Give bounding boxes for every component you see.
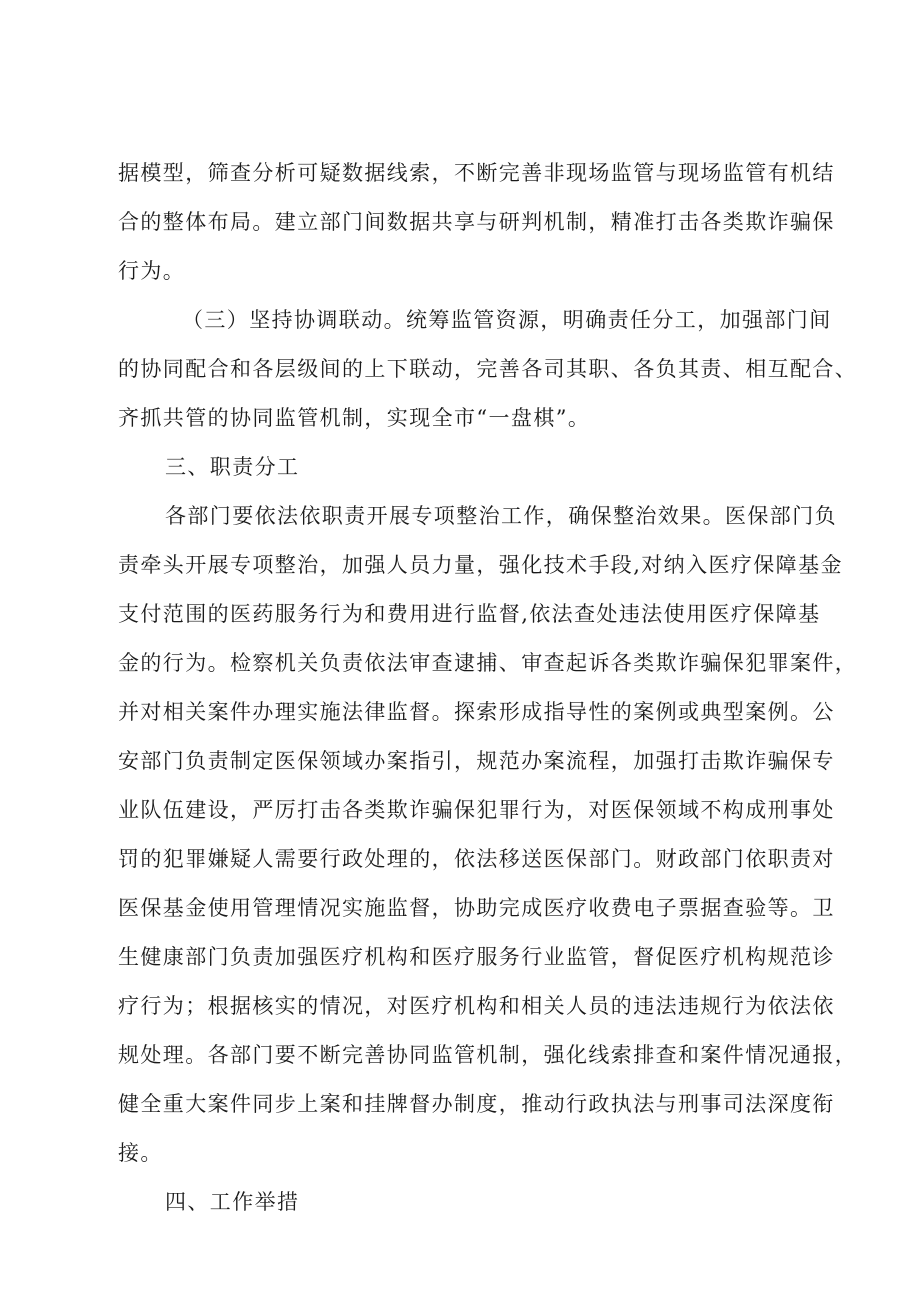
paragraph-line: 医保基金使用管理情况实施监督，协助完成医疗收费电子票据查验等。卫	[118, 896, 835, 920]
paragraph-line: 业队伍建设，严厉打击各类欺诈骗保犯罪行为，对医保领域不构成刑事处	[118, 798, 835, 822]
paragraph-line: 的协同配合和各层级间的上下联动，完善各司其职、各负其责、相互配合、	[118, 357, 858, 381]
paragraph-line: 责牵头开展专项整治，加强人员力量，强化技术手段,对纳入医疗保障基金	[118, 553, 843, 577]
paragraph-line: 生健康部门负责加强医疗机构和医疗服务行业监管，督促医疗机构规范诊	[118, 945, 835, 969]
paragraph-line: （三）坚持协调联动。统筹监管资源，明确责任分工，加强部门间	[182, 308, 832, 332]
paragraph-line: 据模型，筛查分析可疑数据线索，不断完善非现场监管与现场监管有机结	[118, 161, 835, 185]
paragraph-line: 支付范围的医药服务行为和费用进行监督,依法查处违法使用医疗保障基	[118, 602, 821, 626]
paragraph-line: 齐抓共管的协同监管机制，实现全市“一盘棋”。	[118, 406, 591, 430]
paragraph-line: 各部门要依法依职责开展专项整治工作，确保整治效果。医保部门负	[165, 504, 837, 528]
paragraph-line: 规处理。各部门要不断完善协同监管机制，强化线索排查和案件情况通报，	[118, 1043, 858, 1067]
paragraph-line: 并对相关案件办理实施法律监督。探索形成指导性的案例或典型案例。公	[118, 700, 835, 724]
paragraph-line: 健全重大案件同步上案和挂牌督办制度，推动行政执法与刑事司法深度衔	[118, 1092, 835, 1116]
paragraph-line: 疗行为；根据核实的情况，对医疗机构和相关人员的违法违规行为依法依	[118, 994, 835, 1018]
paragraph-line: 合的整体布局。建立部门间数据共享与研判机制，精准打击各类欺诈骗保	[118, 210, 835, 234]
paragraph-line: 安部门负责制定医保领域办案指引，规范办案流程，加强打击欺诈骗保专	[118, 749, 835, 773]
section-heading: 四、工作举措	[165, 1190, 300, 1214]
section-heading: 三、职责分工	[165, 455, 300, 479]
paragraph-line: 行为。	[118, 259, 186, 283]
paragraph-line: 罚的犯罪嫌疑人需要行政处理的，依法移送医保部门。财政部门依职责对	[118, 847, 835, 871]
paragraph-line: 接。	[118, 1141, 163, 1165]
paragraph-line: 金的行为。检察机关负责依法审查逮捕、审查起诉各类欺诈骗保犯罪案件，	[118, 651, 858, 675]
